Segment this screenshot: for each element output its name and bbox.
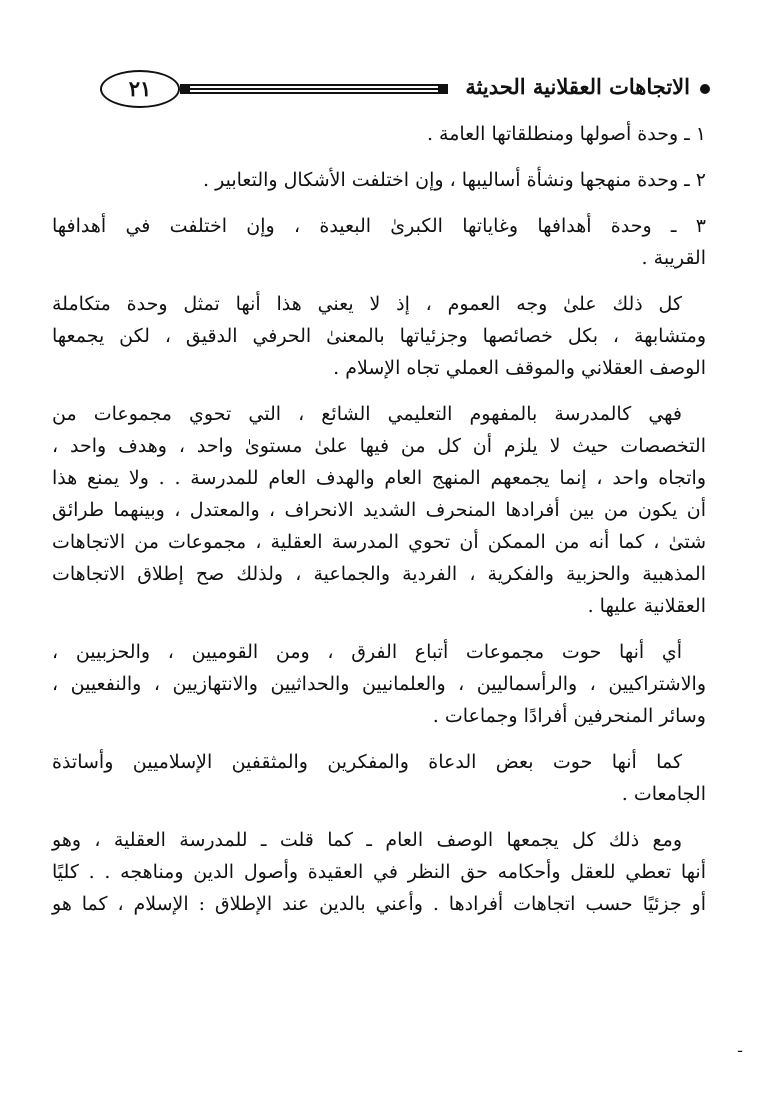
paragraph xyxy=(52,746,706,810)
text-line: فهي كالمدرسة بالمفهوم التعليمي الشائع ، التي تحوي مجموعات من xyxy=(52,403,682,425)
text-line: ١ ـ وحدة أصولها ومنطلقاتها العامة . xyxy=(426,123,706,145)
text-line: أو جزئيًا حسب اتجاهات أفرادها . وأعني بالدين عند الإطلاق : الإسلام ، كما هو xyxy=(52,893,706,915)
text-line: ومع ذلك كل يجمعها الوصف العام ـ كما قلت ـ للمدرسة العقلية ، وهو xyxy=(52,829,682,851)
header-rule xyxy=(180,84,448,93)
paragraph xyxy=(52,824,706,920)
paragraph xyxy=(52,118,706,150)
text-line: القريبة . xyxy=(641,247,706,269)
text-line: التخصصات حيث لا يلزم أن كل من فيها علىٰ مستوىٰ واحد ، وهدف واحد ، xyxy=(52,435,706,457)
footer-mark: ـ xyxy=(738,1040,743,1056)
text-line: واتجاه واحد ، إنما يجمعهم المنهج العام والهدف العام للمدرسة . . ولا يمنع هذا xyxy=(52,467,706,489)
text-line: ٢ ـ وحدة منهجها ونشأة أساليبها ، وإن اختلفت الأشكال والتعابير . xyxy=(203,169,706,191)
body-text xyxy=(52,118,706,934)
text-line: وسائر المنحرفين أفرادًا وجماعات . xyxy=(432,705,706,727)
paragraph xyxy=(52,636,706,732)
paragraph xyxy=(52,288,706,384)
running-header xyxy=(100,70,710,110)
page-number: ٢١ xyxy=(100,70,180,108)
header-bullet xyxy=(700,84,710,94)
text-line: ٣ ـ وحدة أهدافها وغاياتها الكبرىٰ البعيدة ، وإن اختلفت في أهدافها xyxy=(52,215,706,237)
text-line: شتىٰ ، كما أنه من الممكن أن تحوي المدرسة العقلية ، مجموعات من الاتجاهات xyxy=(52,531,706,553)
text-line: الوصف العقلاني والموقف العملي تجاه الإسلام . xyxy=(333,357,706,379)
text-line: أنها تعطي للعقل وأحكامه حق النظر في العقيدة وأصول الدين ومناهجه . . كليًا xyxy=(52,861,706,883)
text-line: الجامعات . xyxy=(621,783,706,805)
text-line: ومتشابهة ، بكل خصائصها وجزئياتها بالمعنىٰ الحرفي الدقيق ، لكن يجمعها xyxy=(52,325,706,347)
paragraph xyxy=(52,398,706,622)
text-line: المذهبية والحزبية والفكرية ، الفردية والجماعية ، ولذلك صح إطلاق الاتجاهات xyxy=(52,563,706,585)
header-title: الاتجاهات العقلانية الحديثة xyxy=(465,74,690,99)
text-line: أن يكون من بين أفرادها المنحرف الشديد الانحراف ، والمعتدل ، وبينهما طرائق xyxy=(52,499,706,521)
text-line: أي أنها حوت مجموعات أتباع الفرق ، ومن القوميين ، والحزبيين ، xyxy=(52,641,682,663)
text-line: والاشتراكيين ، والرأسماليين ، والعلمانيين والحداثيين والانتهازيين ، والنفعيين ، xyxy=(52,673,706,695)
paragraph xyxy=(52,210,706,274)
text-line: كما أنها حوت بعض الدعاة والمفكرين والمثقفين الإسلاميين وأساتذة xyxy=(52,751,682,773)
text-line: كل ذلك علىٰ وجه العموم ، إذ لا يعني هذا أنها تمثل وحدة متكاملة xyxy=(52,293,682,315)
paragraph xyxy=(52,164,706,196)
text-line: العقلانية عليها . xyxy=(587,595,706,617)
